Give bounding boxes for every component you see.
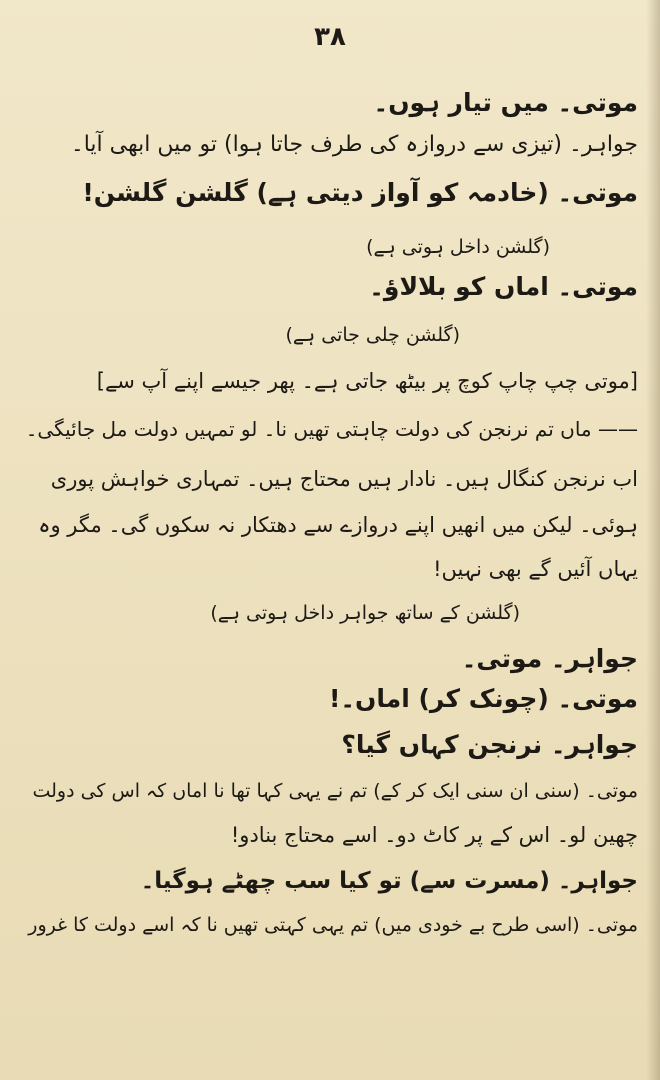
dialogue-line-8: موتی۔ (سنی ان سنی ایک کر کے) تم نے یہی کہا تھا نا اماں کہ اس کی دولت — [32, 780, 638, 802]
page-number: ۳۸ — [314, 22, 346, 52]
monologue-line-4: یہاں آئیں گے بھی نہیں! — [433, 557, 638, 581]
dialogue-line-7: جواہر۔ نرنجن کہاں گیا؟ — [341, 730, 638, 759]
dialogue-line-3: موتی۔ (خادمہ کو آواز دیتی ہے) گلشن گلشن! — [82, 178, 638, 207]
dialogue-line-10: موتی۔ (اسی طرح بے خودی میں) تم یہی کہتی تھیں نا کہ اسے دولت کا غرور — [28, 914, 638, 936]
dialogue-line-1: موتی۔ میں تیار ہوں۔ — [373, 88, 638, 117]
monologue-line-2: اب نرنجن کنگال ہیں۔ نادار ہیں محتاج ہیں۔ تمہاری خواہش پوری — [50, 467, 638, 491]
stage-direction-1: (گلشن داخل ہوتی ہے) — [366, 236, 550, 258]
stage-direction-4: (گلشن کے ساتھ جواہر داخل ہوتی ہے) — [210, 602, 520, 624]
dialogue-line-9: جواہر۔ (مسرت سے) تو کیا سب چھٹے ہوگیا۔ — [140, 868, 638, 894]
stage-direction-3: [موتی چپ چاپ کوچ پر بیٹھ جاتی ہے۔ پھر جیسے اپنے آپ سے] — [96, 369, 638, 393]
dialogue-line-4: موتی۔ اماں کو بلالاؤ۔ — [369, 272, 638, 301]
monologue-line-1: —— ماں تم نرنجن کی دولت چاہتی تھیں نا۔ لو تمہیں دولت مل جائیگی۔ — [25, 417, 638, 441]
page-edge-shadow — [646, 0, 660, 1080]
dialogue-line-6: موتی۔ (چونک کر) اماں۔! — [328, 684, 638, 713]
monologue-line-3: ہوئی۔ لیکن میں انھیں اپنے دروازے سے دھتکار نہ سکوں گی۔ مگر وہ — [38, 513, 638, 537]
stage-direction-2: (گلشن چلی جاتی ہے) — [285, 324, 460, 346]
dialogue-line-8-cont: چھین لو۔ اس کے پر کاٹ دو۔ اسے محتاج بنادو! — [230, 823, 638, 847]
dialogue-line-2: جواہر۔ (تیزی سے دروازہ کی طرف جاتا ہوا) تو میں ابھی آیا۔ — [70, 132, 638, 157]
dialogue-line-5: جواہر۔ موتی۔ — [461, 644, 638, 673]
